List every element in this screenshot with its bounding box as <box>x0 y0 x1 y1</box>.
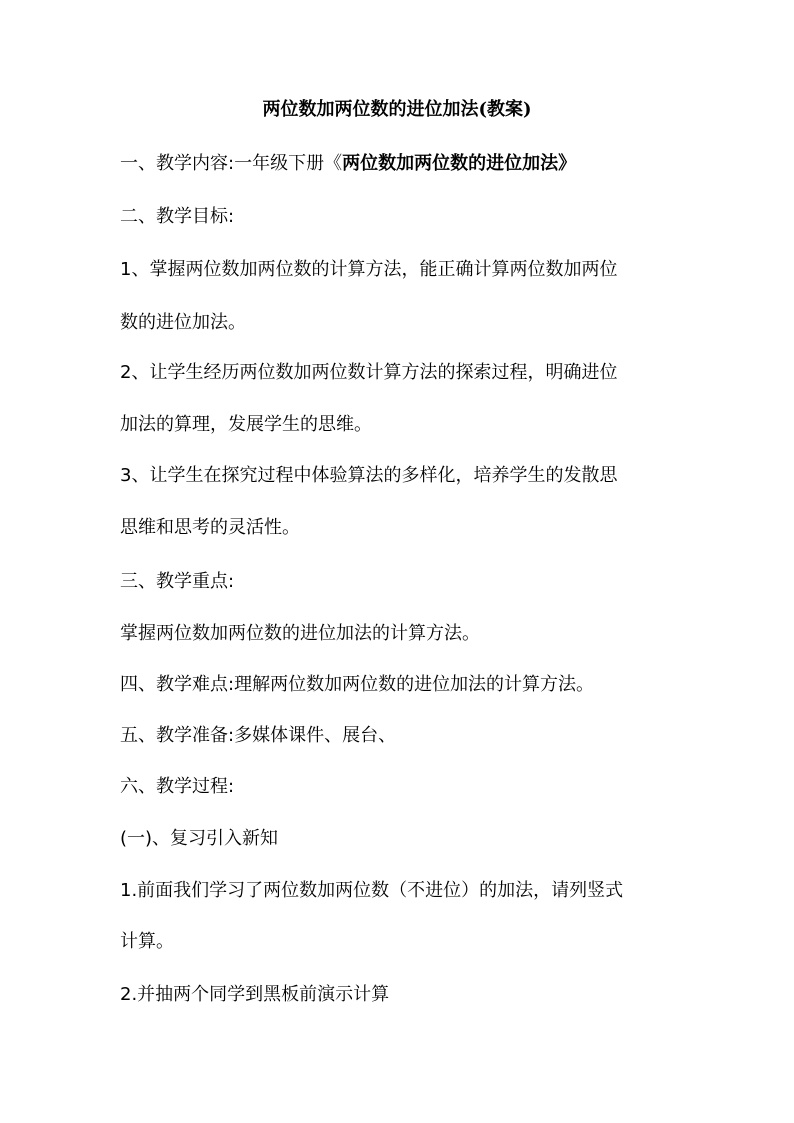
key-point-text: 掌握两位数加两位数的进位加法的计算方法。 <box>120 623 480 644</box>
document-title: 两位数加两位数的进位加法(教案) <box>262 99 532 120</box>
goal3-line2: 思维和思考的灵活性。 <box>120 517 300 538</box>
process-heading: 六、教学过程: <box>120 776 235 797</box>
goal1-line2: 数的进位加法。 <box>120 312 246 333</box>
goal2-line2: 加法的算理，发展学生的思维。 <box>120 414 372 435</box>
step1-heading: (一)、复习引入新知 <box>120 828 279 849</box>
key-points-heading: 三、教学重点: <box>120 571 235 592</box>
step1-item1-line1: 1.前面我们学习了两位数加两位数（不进位）的加法，请列竖式 <box>120 880 624 901</box>
teaching-content-line <box>120 150 680 178</box>
teaching-goals-heading: 二、教学目标: <box>120 206 235 227</box>
preparation-line: 五、教学准备:多媒体课件、展台、 <box>120 725 397 746</box>
difficulty-line: 四、教学难点:理解两位数加两位数的进位加法的计算方法。 <box>120 674 595 695</box>
teaching-content-title: 两位数加两位数的进位加法》 <box>342 153 577 174</box>
goal2-line1: 2、让学生经历两位数加两位数计算方法的探索过程，明确进位 <box>120 362 618 383</box>
step1-item1-line2: 计算。 <box>120 931 174 952</box>
goal3-line1: 3、让学生在探究过程中体验算法的多样化，培养学生的发散思 <box>120 465 618 486</box>
goal1-line1: 1、掌握两位数加两位数的计算方法，能正确计算两位数加两位 <box>120 259 618 280</box>
step1-item2: 2.并抽两个同学到黑板前演示计算 <box>120 984 390 1005</box>
teaching-content-prefix: 一、教学内容:一年级下册《 <box>120 153 343 174</box>
